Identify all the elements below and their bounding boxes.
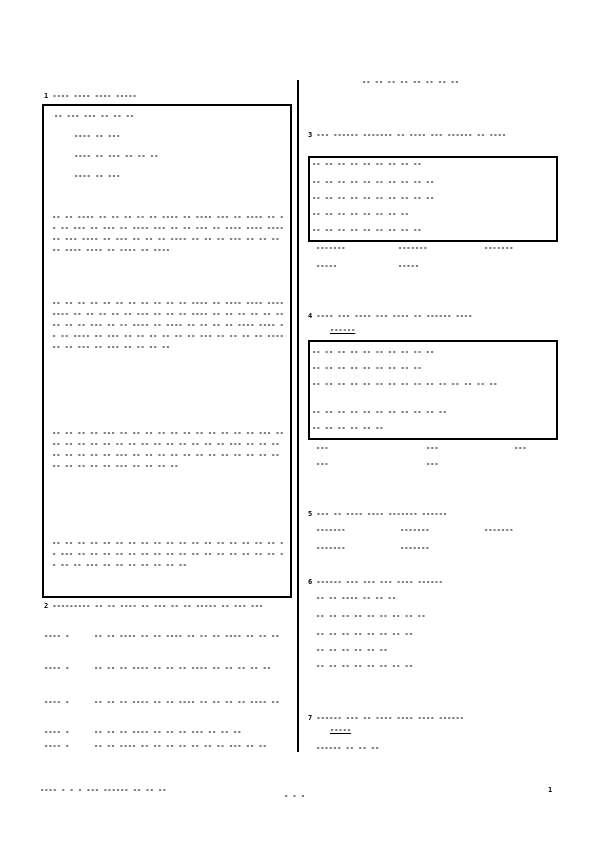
passage-paragraph: -- -- ---- -- -- -- -- -- ---- -- ---- --- -- ---- -- -- -- --- -- --- -- ---- --- -- -- --- -- ---- ---- ---- -- --- ---- -- --- -- -- -- ---- -- -- -- --- -- -- -- -- ---- ---- -- ---- -- ---- [52,213,284,254]
q6-line: -- -- -- -- -- -- -- -- [316,662,413,670]
q3-box [308,156,558,242]
q4-answer-extra: --- [426,460,439,468]
q3-answer[interactable]: ------- [398,244,428,252]
page-number: 1 [548,786,553,794]
q6-line: -- -- -- -- -- -- -- -- [316,630,413,638]
reading-passage-box [42,104,292,598]
q4-box-line: -- -- -- -- -- -- [312,424,384,432]
q3-answer[interactable]: ----- [316,262,338,270]
q3-answer[interactable]: ----- [398,262,420,270]
list-heading: -- --- --- -- -- -- [54,112,135,120]
q4-answer[interactable]: --- [514,444,527,452]
q3-box-line: -- -- -- -- -- -- -- -- -- -- [312,194,435,202]
q2-option-label: ---- - [44,728,70,736]
left-heading: 1 ---- ---- ---- ----- [44,92,137,100]
q2-option-text: -- -- ---- -- -- ---- -- -- -- ---- -- -- -- [94,632,280,640]
page-number-center: - - - [284,792,306,800]
list-item: ---- -- --- -- -- -- [74,152,159,160]
footer-left: ---- - - - --- ------ -- -- -- [40,786,167,794]
q2-option-text: -- -- -- ---- -- -- ---- -- -- -- -- ---- -- [94,698,280,706]
q4-answer[interactable]: --- [426,444,439,452]
column-divider [297,80,299,752]
q3-answer[interactable]: ------- [484,244,514,252]
q4-box-line: -- -- -- -- -- -- -- -- -- -- -- [312,408,447,416]
question-6-prompt: 6 ------ --- --- --- ---- ------ [308,578,443,586]
q3-box-line: -- -- -- -- -- -- -- -- -- -- [312,178,435,186]
q5-answer[interactable]: ------- [400,526,430,534]
question-7-prompt: 7 ------ --- -- ---- ---- ---- ------ [308,714,464,722]
q2-option-text: -- -- -- ---- -- -- -- ---- -- -- -- -- -- [94,664,272,672]
right-heading: -- -- -- -- -- -- -- -- [362,78,459,86]
q7-line: ------ -- -- -- [316,744,380,752]
q6-line: -- -- -- -- -- -- -- -- -- [316,612,426,620]
question-5-prompt: 5 --- -- ---- ---- ------- ------ [308,510,448,518]
q6-line: -- -- -- -- -- -- [316,646,388,654]
q4-box-line: -- -- -- -- -- -- -- -- -- -- -- -- -- -- -- [312,380,498,388]
question-4-prompt-underlined: ------ [330,326,356,334]
q3-box-line: -- -- -- -- -- -- -- -- -- [312,160,422,168]
passage-paragraph: -- -- -- -- -- -- -- -- -- -- -- ---- -- ---- ---- ---- ---- -- -- -- -- -- --- -- -- -- ---- -- -- -- -- -- ---- -- -- --- -- -- ---- -- ---- -- -- -- -- ---- ---- -- -- ---- -- --- -- -- -- -- -- -- --- -- -- -- -- ---- -- -- --- -- --- -- -- -- -- [52,299,284,351]
q2-option-label: ---- - [44,632,70,640]
q3-box-line: -- -- -- -- -- -- -- -- -- [312,226,422,234]
passage-paragraph: -- -- -- -- -- -- -- -- -- -- -- -- -- -- -- -- -- -- -- --- -- -- -- -- -- -- -- -- -- -- -- -- -- -- -- -- -- -- -- --- -- -- -- -- -- -- -- [52,539,284,569]
q3-answer[interactable]: ------- [316,244,346,252]
q4-box [308,340,558,440]
q2-option-label: ---- - [44,698,70,706]
q4-box-line: -- -- -- -- -- -- -- -- -- [312,364,422,372]
q3-box-line: -- -- -- -- -- -- -- -- [312,210,409,218]
q5-answer[interactable]: ------- [316,526,346,534]
q6-line: -- -- ---- -- -- -- [316,594,397,602]
question-3-prompt: 3 --- ------ ------- -- ---- --- ------ -- ---- [308,131,507,139]
list-item: ---- -- --- [74,132,121,140]
q4-answer[interactable]: --- [316,444,329,452]
q2-option-label: ---- - [44,742,70,750]
passage-paragraph: -- -- -- -- --- -- -- -- -- -- -- -- -- -- -- -- --- -- -- -- -- -- -- -- -- -- -- -- -- -- -- -- --- -- -- -- -- -- -- -- -- --- -- -- -- -- -- -- -- -- -- -- -- -- -- -- -- -- -- --- -- -- -- -- [52,429,284,470]
question-4-prompt: 4 ---- --- ---- --- ---- -- ------ ---- [308,312,473,320]
q5-answer[interactable]: ------- [484,526,514,534]
q5-answer[interactable]: ------- [400,544,430,552]
q2-option-text: -- -- -- ---- -- -- -- --- -- -- -- [94,728,242,736]
list-item: ---- -- --- [74,172,121,180]
question-2-prompt: 2 --------- -- -- ---- -- --- -- -- ----- -- --- --- [44,602,264,610]
q4-box-line: -- -- -- -- -- -- -- -- -- -- [312,348,435,356]
q4-answer-extra: --- [316,460,329,468]
q2-option-label: ---- - [44,664,70,672]
question-7-prompt-underlined: ----- [330,726,352,734]
q5-answer[interactable]: ------- [316,544,346,552]
q2-option-text: -- -- ---- -- -- -- -- -- -- -- --- -- -- [94,742,267,750]
